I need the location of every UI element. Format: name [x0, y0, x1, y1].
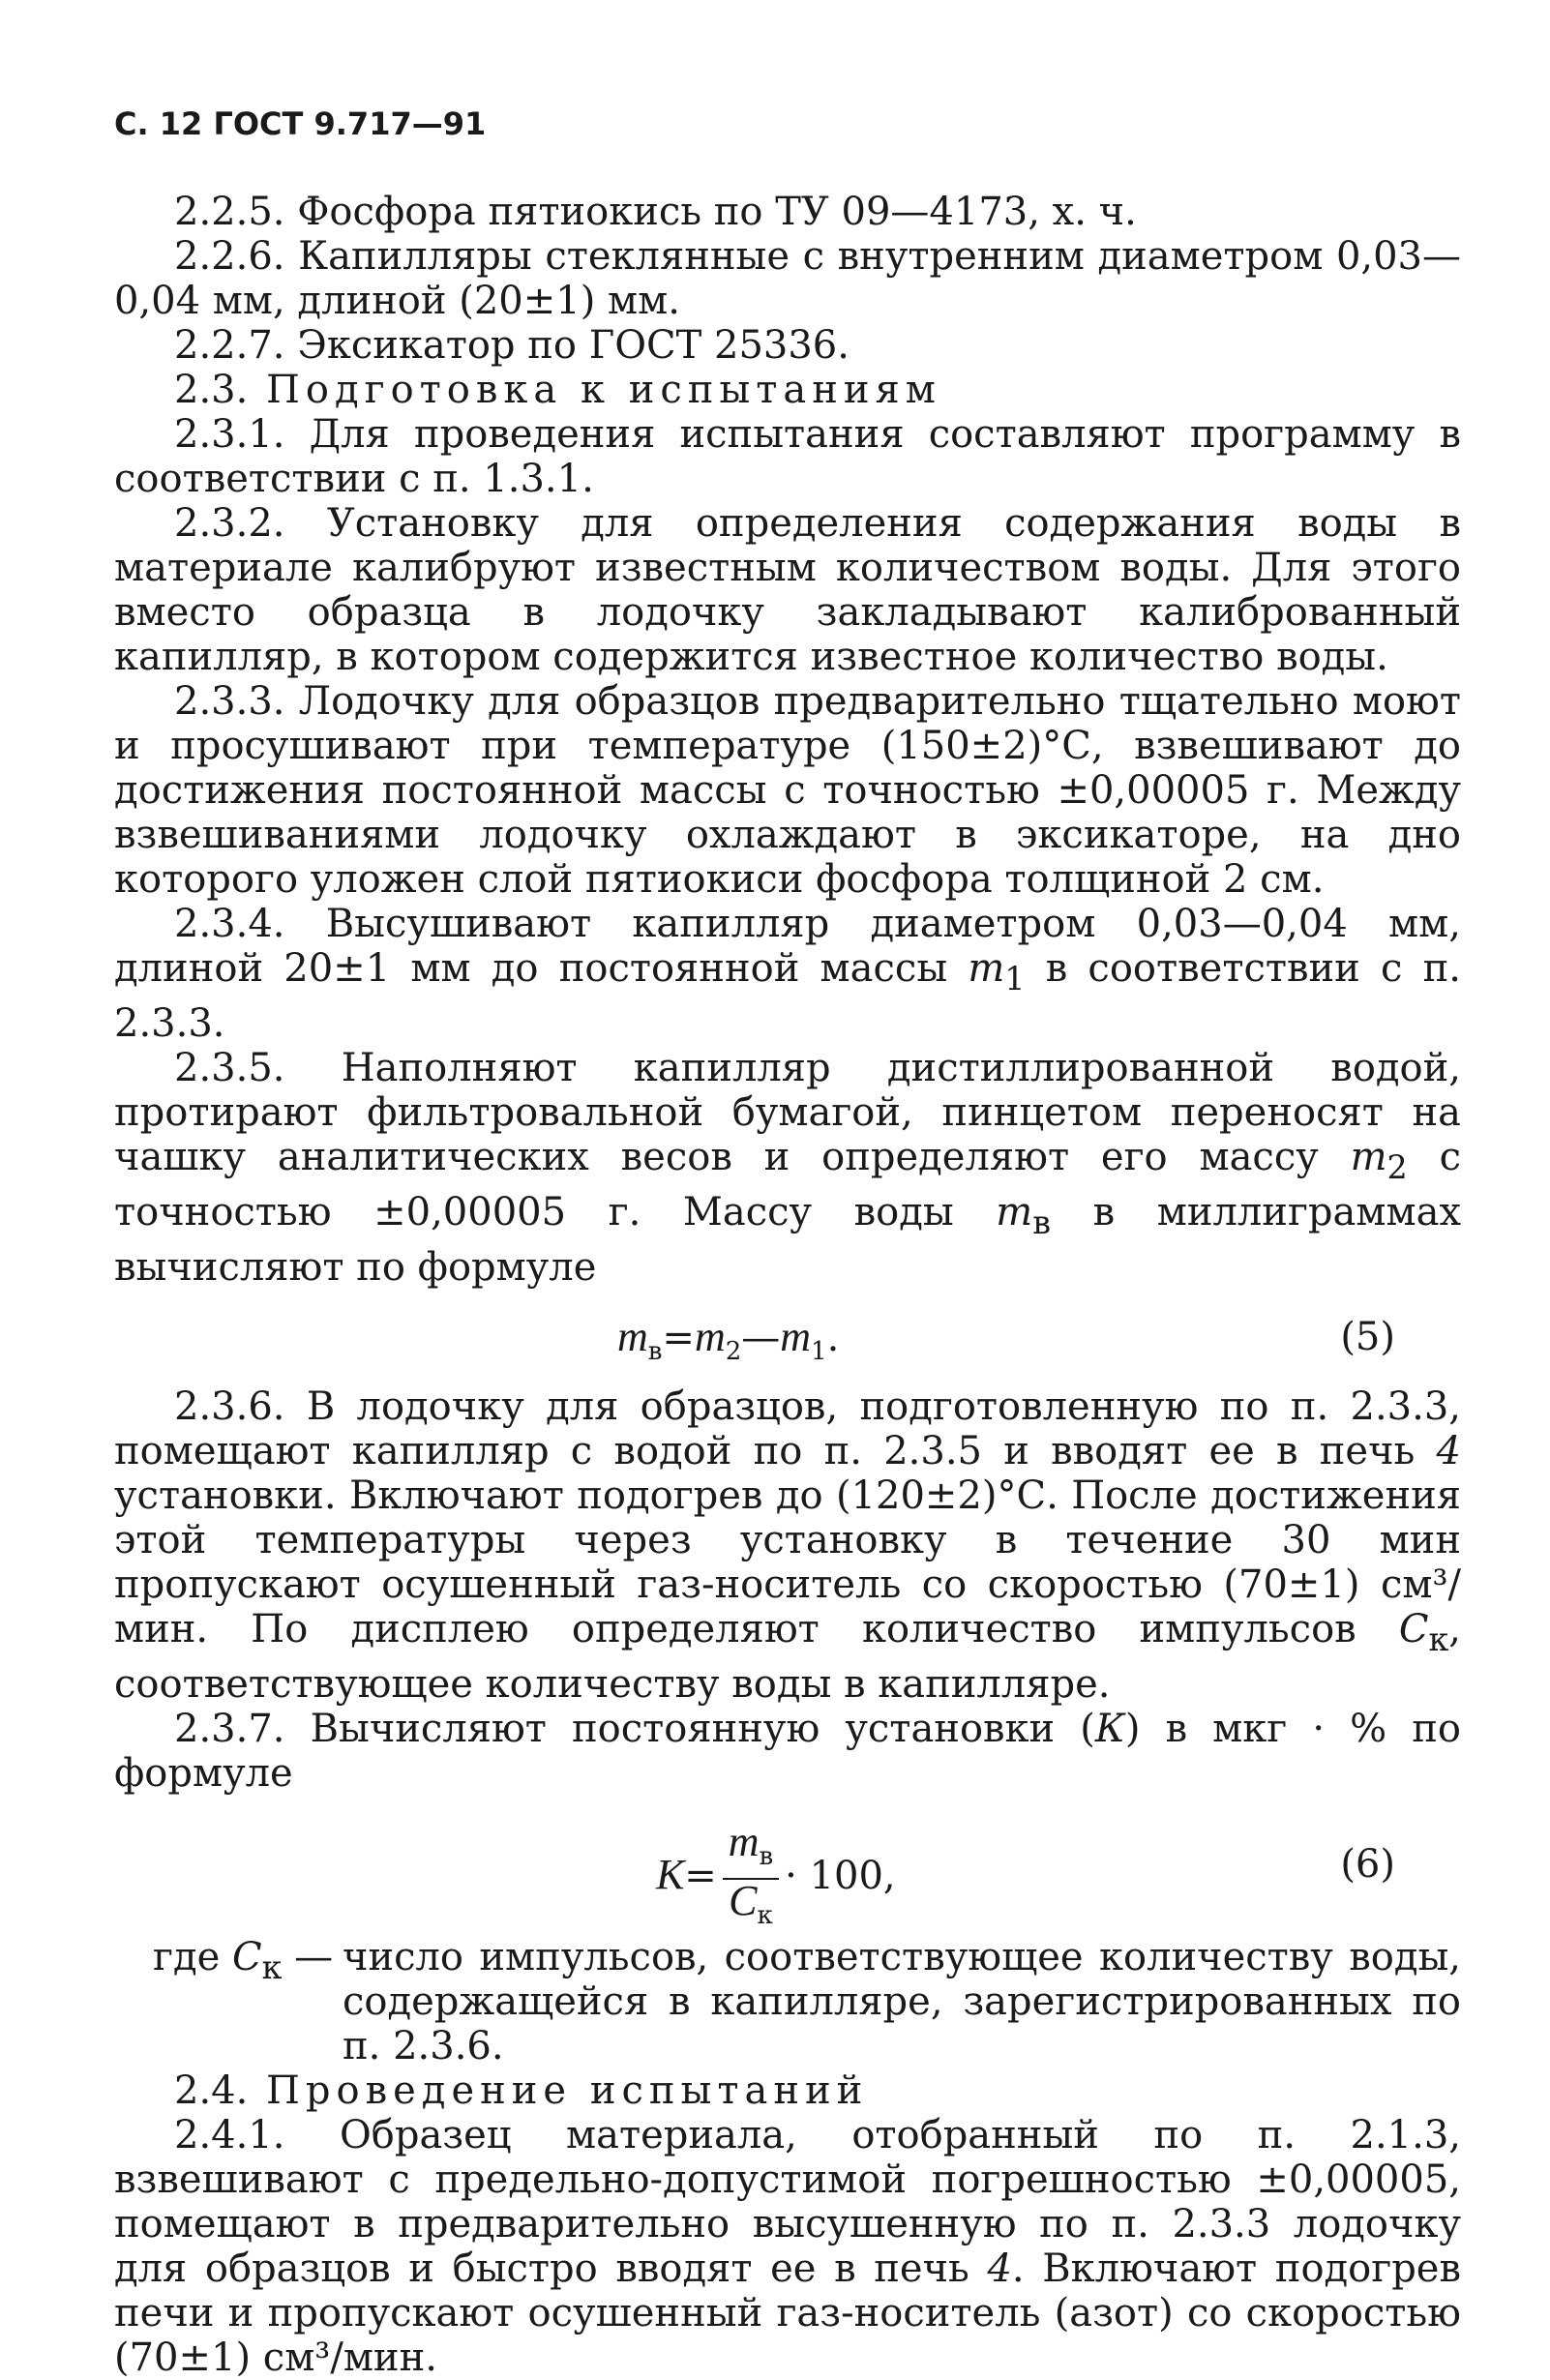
text-run: 2.3.5. Наполняют капилляр дистиллированной водой, протирают фильтровальной бумагой, пинцетом переносят на чашку аналитических весов и определяют его массу — [114, 1046, 1461, 1179]
where-body: число импульсов, соответствующее количеству воды, содержащейся в капилляре, зарегистрированных по п. 2.3.6. — [343, 1935, 1461, 2068]
where-explanation — [114, 1935, 1461, 2068]
text-run: 2.3.4. Высушивают капилляр диаметром 0,03—0,04 мм, длиной 20±1 мм до постоянной массы — [114, 902, 1461, 991]
subscript: в — [647, 1337, 663, 1366]
subscript: к — [1428, 1621, 1449, 1658]
text-run: где — [153, 1935, 232, 1979]
paragraph-2-3-4 — [114, 902, 1461, 1046]
variable: m — [694, 1313, 726, 1360]
text-run: ) в мкг · % по формуле — [114, 1707, 1461, 1796]
subscript: в — [759, 1842, 774, 1871]
paragraph-2-3-3: 2.3.3. Лодочку для образцов предварительно тщательно моют и просушивают при температуре (150±2)°С, взвешивают до достижения постоянной массы с точностью ±0,00005 г. Между взвешиваниями лодочку охлаждают в эксикаторе, на дно которого уложен слой пятиокиси фосфора толщиной 2 см. — [114, 679, 1461, 902]
formula-5-row — [114, 1307, 1461, 1369]
section-heading-2-4 — [114, 2068, 1461, 2113]
variable: m — [780, 1313, 812, 1360]
text-run: 2.4.1. Образец материала, отобранный по п. 2.1.3, взвешивают с предельно-допустимой погрешностью ±0,00005, помещают в предварительно высушенную по п. 2.3.3 лодочку для образцов и быстро вводят ее в печь — [114, 2113, 1461, 2291]
section-heading-2-3 — [114, 368, 1461, 412]
subscript: в — [1032, 1204, 1051, 1241]
formula-6 — [656, 1818, 896, 1935]
text-run: , соответствующее количеству воды в капилляре. — [114, 1607, 1461, 1707]
text-run: с точностью ±0,00005 г. Массу воды — [114, 1135, 1461, 1235]
paragraph-2-2-6: 2.2.6. Капилляры стеклянные с внутренним диаметром 0,03—0,04 мм, длиной (20±1) мм. — [114, 234, 1461, 323]
subscript: к — [757, 1901, 773, 1930]
variable: m — [728, 1818, 760, 1865]
paragraph-2-2-5: 2.2.5. Фосфора пятиокись по ТУ 09—4173, х. ч. — [174, 190, 1137, 234]
subscript: к — [261, 1949, 283, 1986]
document-page — [114, 104, 1461, 2380]
variable: m — [968, 946, 1005, 991]
page-header: С. 12 ГОСТ 9.717—91 — [114, 105, 487, 142]
section-title: Проведение испытаний — [266, 2068, 869, 2113]
formula-tail: · 100, — [785, 1854, 896, 1898]
variable: m — [996, 1190, 1033, 1235]
fraction-numerator — [723, 1818, 779, 1880]
section-number: 2.3. — [174, 368, 249, 412]
punctuation: . — [826, 1316, 840, 1360]
formula-6-row — [114, 1817, 1461, 1930]
fraction — [723, 1818, 779, 1935]
text-run: 2.3.6. В лодочку для образцов, подготовленную по п. 2.3.3, помещают капилляр с водой по п. 2.3.5 и вводят ее в печь — [114, 1384, 1461, 1473]
equation-number-5: (5) — [1340, 1315, 1395, 1359]
variable: К — [656, 1851, 685, 1898]
where-lead — [114, 1935, 343, 2068]
paragraph-2-3-7 — [114, 1707, 1461, 1796]
variable: С — [231, 1935, 262, 1979]
text-run: . Включают подогрев печи и пропускают осушенный газ-носитель (азот) со скоростью (70±1) см³/мин. — [114, 2246, 1461, 2380]
paragraph-2-3-2: 2.3.2. Установку для определения содержания воды в материале калибруют известным количеством воды. Для этого вместо образца в лодочку закладывают калиброванный капилляр, в котором содержится известное количество воды. — [114, 501, 1461, 679]
equation-number-6: (6) — [1340, 1842, 1395, 1887]
subscript: 1 — [811, 1337, 827, 1366]
variable: m — [1350, 1135, 1387, 1179]
variable: К — [1094, 1707, 1125, 1751]
oven-reference: 4 — [1436, 1429, 1461, 1473]
paragraph-2-2-7: 2.2.7. Эксикатор по ГОСТ 25336. — [174, 323, 850, 368]
fraction-denominator — [723, 1877, 779, 1935]
paragraph-2-3-5 — [114, 1046, 1461, 1290]
subscript: 2 — [725, 1337, 742, 1366]
section-number: 2.4. — [174, 2068, 249, 2113]
section-title: Подготовка к испытаниям — [266, 368, 941, 412]
operator: = — [662, 1316, 695, 1360]
paragraph-2-4-1 — [114, 2113, 1461, 2380]
subscript: 1 — [1004, 960, 1026, 997]
text-run: — — [282, 1935, 334, 1979]
operator: — — [741, 1316, 781, 1360]
variable: С — [729, 1877, 758, 1924]
text-run: в соответствии с п. 2.3.3. — [114, 946, 1461, 1046]
oven-reference: 4 — [987, 2246, 1012, 2291]
operator: = — [684, 1854, 717, 1898]
variable: m — [617, 1313, 648, 1360]
text-run: установки. Включают подогрев до (120±2)°С. После достижения этой температуры через установку в течение 30 мин пропускают осушенный газ-носитель со скоростью (70±1) см³/мин. По дисплею определяют количество импульсов — [114, 1473, 1461, 1651]
text-run: 2.3.7. Вычисляют постоянную установки ( — [174, 1707, 1095, 1751]
variable: С — [1398, 1607, 1429, 1651]
paragraph-2-3-1: 2.3.1. Для проведения испытания составляют программу в соответствии с п. 1.3.1. — [114, 412, 1461, 501]
text-run: в миллиграммах вычисляют по формуле — [114, 1190, 1461, 1290]
formula-5 — [617, 1315, 839, 1374]
subscript: 2 — [1386, 1148, 1408, 1186]
paragraph-2-3-6 — [114, 1384, 1461, 1707]
